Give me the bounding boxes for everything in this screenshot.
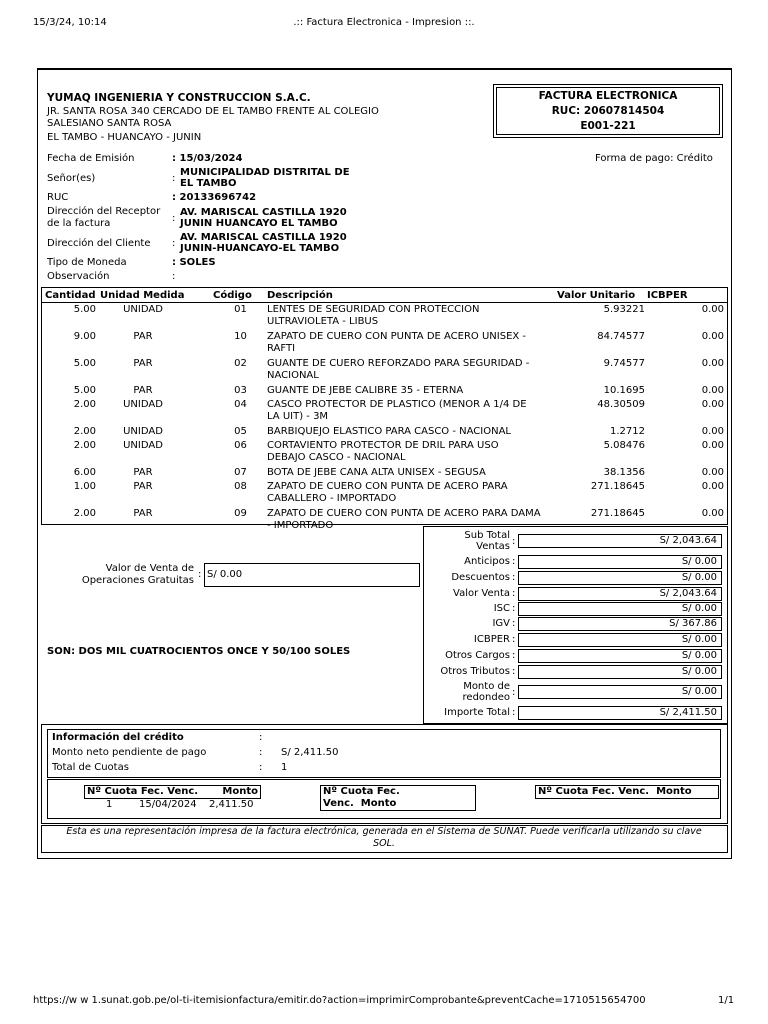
cell-cantidad: 1.00 (73, 480, 96, 492)
table-row (42, 357, 727, 384)
table-row (42, 480, 727, 507)
cell-valor: 271.18645 (590, 507, 645, 519)
quota-1-num: 1 (106, 799, 113, 810)
total-colon: : (512, 556, 516, 567)
cell-cantidad: 2.00 (73, 398, 96, 410)
total-label: Descuentos (451, 572, 510, 583)
forma-pago: Forma de pago: Crédito (595, 153, 713, 164)
total-label: Monto de redondeo (462, 681, 510, 703)
cell-valor: 9.74577 (603, 357, 645, 369)
cell-icbper: 0.00 (701, 507, 724, 519)
gratuitas-label: Valor de Venta de Operaciones Gratuitas (81, 563, 194, 586)
total-colon: : (512, 687, 516, 698)
col-cantidad: Cantidad (45, 289, 96, 301)
cell-desc: CASCO PROTECTOR DE PLASTICO (MENOR A 1/4 DE LA UIT) - 3M (267, 398, 527, 422)
cell-desc: ZAPATO DE CUERO CON PUNTA DE ACERO UNISEX - RAFTI (267, 330, 527, 354)
total-label: ISC (493, 603, 510, 614)
cell-icbper: 0.00 (701, 304, 724, 315)
cell-valor: 271.18645 (590, 480, 645, 492)
cell-unidad: PAR (133, 384, 153, 396)
table-row (42, 425, 727, 439)
footer-note: Esta es una representación impresa de la factura electrónica, generada en el Sistema de SUNAT. Puede verificarla utilizando su clave SOL. (66, 826, 702, 849)
total-value: S/ 2,043.64 (518, 587, 722, 601)
total-colon: : (512, 666, 516, 677)
total-label: Anticipos (464, 556, 510, 567)
table-row (42, 330, 727, 357)
total-value: S/ 367.86 (518, 617, 722, 631)
moneda-label: Tipo de Moneda (47, 257, 127, 268)
cell-cantidad: 9.00 (73, 330, 96, 342)
issuer-address-2: SALESIANO SANTA ROSA (47, 118, 172, 129)
fecha-value: : 15/03/2024 (172, 153, 243, 164)
cell-codigo: 02 (234, 357, 247, 369)
cell-unidad: PAR (133, 466, 153, 478)
cell-icbper: 0.00 (701, 398, 724, 410)
senor-value: MUNICIPALIDAD DISTRITAL DE EL TAMBO (180, 167, 350, 189)
quota-1-amount: 2,411.50 (209, 799, 254, 810)
total-value: S/ 0.00 (518, 555, 722, 569)
cell-icbper: 0.00 (701, 384, 724, 396)
invoice-id-box (493, 84, 723, 138)
cell-cantidad: 2.00 (73, 507, 96, 519)
dir-receptor-value: AV. MARISCAL CASTILLA 1920 JUNIN HUANCAYO EL TAMBO (180, 207, 347, 229)
issuer-address-1: JR. SANTA ROSA 340 CERCADO DE EL TAMBO FRENTE AL COLEGIO (47, 106, 379, 117)
moneda-value: : SOLES (172, 257, 216, 268)
cell-valor: 10.1695 (603, 384, 645, 396)
senor-label: Señor(es) (47, 173, 96, 184)
amount-in-words: SON: DOS MIL CUATROCIENTOS ONCE Y 50/100 SOLES (47, 646, 351, 657)
dir-cliente-value: AV. MARISCAL CASTILLA 1920 JUNIN-HUANCAYO-EL TAMBO (180, 232, 347, 254)
total-value: S/ 0.00 (518, 571, 722, 585)
quota-header-2: Nº Cuota Fec. Venc. Monto (320, 785, 476, 811)
cell-desc: ZAPATO DE CUERO CON PUNTA DE ACERO PARA CABALLERO - IMPORTADO (267, 480, 508, 504)
total-colon: : (512, 650, 516, 661)
cell-cantidad: 5.00 (73, 304, 96, 315)
cell-codigo: 03 (234, 384, 247, 396)
cell-icbper: 0.00 (701, 425, 724, 437)
cell-desc: BOTA DE JEBE CANA ALTA UNISEX - SEGUSA (267, 466, 486, 478)
total-label: Valor Venta (453, 588, 510, 599)
cell-desc: LENTES DE SEGURIDAD CON PROTECCION ULTRAVIOLETA - LIBUS (267, 304, 480, 327)
total-value: S/ 2,043.64 (518, 534, 722, 548)
cell-desc: CORTAVIENTO PROTECTOR DE DRIL PARA USO DEBAJO CASCO - NACIONAL (267, 439, 499, 463)
invoice-number: E001-221 (580, 120, 636, 132)
col-icbper: ICBPER (647, 289, 688, 301)
cell-icbper: 0.00 (701, 357, 724, 369)
total-label: IGV (492, 618, 510, 629)
table-row (42, 439, 727, 466)
cell-desc: GUANTE DE CUERO REFORZADO PARA SEGURIDAD - NACIONAL (267, 357, 530, 381)
ruc-label: RUC (47, 192, 69, 203)
cell-icbper: 0.00 (701, 439, 724, 451)
cell-valor: 1.2712 (610, 425, 645, 437)
col-valor-unitario: Valor Unitario (557, 289, 636, 301)
cell-unidad: PAR (133, 330, 153, 342)
quota-header-1: Nº Cuota Fec. Venc. Monto (84, 785, 261, 799)
items-table (42, 288, 727, 534)
table-row (42, 398, 727, 425)
cell-codigo: 10 (234, 330, 247, 342)
total-colon: : (512, 588, 516, 599)
total-cuotas-value: 1 (281, 762, 288, 773)
cell-desc: ZAPATO DE CUERO CON PUNTA DE ACERO PARA DAMA - IMPORTADO (267, 507, 541, 531)
cell-codigo: 01 (234, 304, 247, 315)
cell-cantidad: 2.00 (73, 425, 96, 437)
cell-unidad: PAR (133, 357, 153, 369)
cell-desc: BARBIQUEJO ELASTICO PARA CASCO - NACIONAL (267, 425, 511, 437)
cell-cantidad: 2.00 (73, 439, 96, 451)
cell-codigo: 08 (234, 480, 247, 492)
fecha-label: Fecha de Emisión (47, 153, 135, 164)
cell-codigo: 06 (234, 439, 247, 451)
cell-unidad: PAR (133, 507, 153, 519)
monto-pendiente-value: S/ 2,411.50 (281, 747, 339, 758)
print-page-title: .:: Factura Electronica - Impresion ::. (293, 17, 475, 28)
cell-icbper: 0.00 (701, 330, 724, 342)
total-colon: : (512, 572, 516, 583)
cell-valor: 5.93221 (603, 304, 645, 315)
table-row (42, 384, 727, 398)
total-label: ICBPER (473, 634, 510, 645)
total-value: S/ 0.00 (518, 685, 722, 699)
cell-codigo: 07 (234, 466, 247, 478)
total-value: S/ 0.00 (518, 633, 722, 647)
dir-receptor-label: Dirección del Receptor de la factura (47, 206, 161, 229)
total-colon: : (512, 618, 516, 629)
total-value: S/ 0.00 (518, 649, 722, 663)
cell-unidad: UNIDAD (123, 425, 163, 437)
monto-pendiente-label: Monto neto pendiente de pago (52, 747, 207, 758)
total-label: Importe Total (444, 707, 510, 718)
total-colon: : (512, 603, 516, 614)
cell-unidad: UNIDAD (123, 304, 163, 315)
total-value: S/ 0.00 (518, 665, 722, 679)
cell-codigo: 09 (234, 507, 247, 519)
cell-unidad: UNIDAD (123, 439, 163, 451)
cell-codigo: 04 (234, 398, 247, 410)
total-colon: : (512, 634, 516, 645)
table-row (42, 303, 727, 330)
issuer-address-3: EL TAMBO - HUANCAYO - JUNIN (47, 132, 202, 143)
col-unidad: Unidad Medida (100, 289, 185, 301)
quota-1-date: 15/04/2024 (139, 799, 197, 810)
table-row (42, 466, 727, 480)
cell-valor: 5.08476 (603, 439, 645, 451)
cell-valor: 38.1356 (603, 466, 645, 478)
cell-cantidad: 6.00 (73, 466, 96, 478)
col-descripcion: Descripción (267, 289, 333, 301)
total-colon: : (512, 536, 516, 547)
ruc-value: : 20133696742 (172, 192, 257, 203)
print-page-number: 1/1 (718, 995, 735, 1006)
cell-icbper: 0.00 (701, 466, 724, 478)
cell-valor: 48.30509 (597, 398, 645, 410)
cell-valor: 84.74577 (597, 330, 645, 342)
observacion-label: Observación (47, 271, 110, 282)
cell-icbper: 0.00 (701, 480, 724, 492)
total-colon: : (512, 707, 516, 718)
print-url[interactable]: https://w w 1.sunat.gob.pe/ol-ti-itemisionfactura/emitir.do?action=imprimirComprobante&preventCache=1710515654700 (33, 995, 646, 1006)
total-label: Sub Total Ventas (464, 530, 510, 552)
total-cuotas-label: Total de Cuotas (52, 762, 129, 773)
credit-title: Información del crédito (52, 732, 184, 743)
gratuitas-value: S/ 0.00 (204, 563, 420, 587)
items-table-frame (41, 287, 728, 531)
cell-cantidad: 5.00 (73, 357, 96, 369)
print-datetime: 15/3/24, 10:14 (33, 17, 107, 28)
doc-title: FACTURA ELECTRONICA (538, 90, 678, 102)
cell-desc: GUANTE DE JEBE CALIBRE 35 - ETERNA (267, 384, 464, 396)
cell-codigo: 05 (234, 425, 247, 437)
total-label: Otros Cargos (445, 650, 510, 661)
issuer-name: YUMAQ INGENIERIA Y CONSTRUCCION S.A.C. (47, 92, 311, 104)
total-value: S/ 2,411.50 (518, 706, 722, 720)
col-codigo: Código (213, 289, 252, 301)
total-value: S/ 0.00 (518, 602, 722, 616)
dir-cliente-label: Dirección del Cliente (47, 238, 151, 249)
cell-unidad: UNIDAD (123, 398, 163, 410)
cell-cantidad: 5.00 (73, 384, 96, 396)
cell-unidad: PAR (133, 480, 153, 492)
issuer-ruc: RUC: 20607814504 (551, 105, 665, 117)
quota-header-3: Nº Cuota Fec. Venc. Monto (535, 785, 719, 799)
total-label: Otros Tributos (440, 666, 510, 677)
